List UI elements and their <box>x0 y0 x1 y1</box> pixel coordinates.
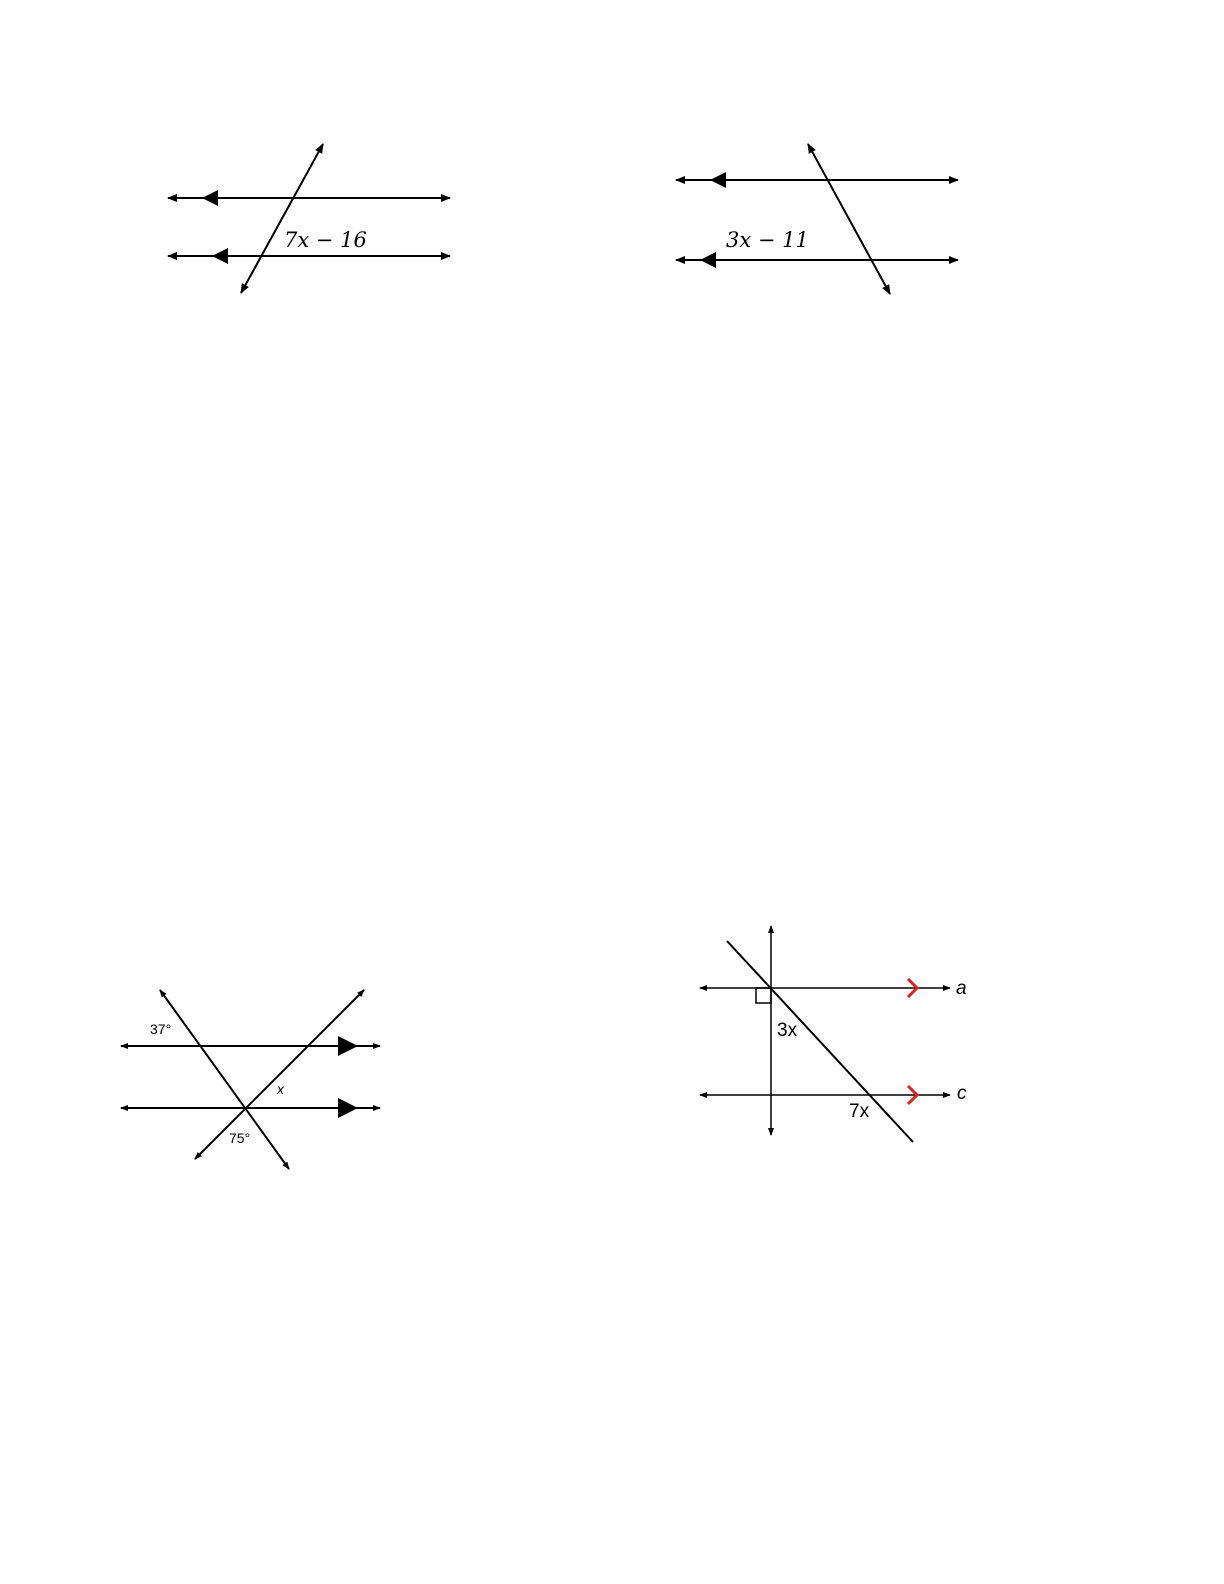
angle-label-7x: 7x <box>849 1101 870 1122</box>
angle-label-37: 37° <box>150 1021 172 1037</box>
diagram-2 <box>676 144 958 294</box>
angle-label-3x-11: 3x − 11 <box>726 228 809 252</box>
right-angle-mark <box>756 988 771 1003</box>
diagram-1 <box>168 144 450 293</box>
transversal-1 <box>160 990 289 1169</box>
diagram-3 <box>121 990 380 1169</box>
angle-label-7x-16: 7x − 16 <box>284 228 367 252</box>
parallel-mark-top <box>202 190 218 206</box>
diagram-4 <box>700 926 950 1142</box>
parallel-mark-bottom <box>338 1098 358 1118</box>
line-label-a: a <box>956 978 967 999</box>
line-label-c: c <box>957 1083 967 1104</box>
transversal <box>241 144 323 293</box>
parallel-mark-top <box>710 172 726 188</box>
parallel-mark-bottom <box>212 248 228 264</box>
parallel-mark-bottom <box>700 252 716 268</box>
diagonal-transversal <box>727 941 913 1142</box>
angle-label-3x: 3x <box>777 1020 798 1041</box>
parallel-mark-top <box>338 1036 358 1056</box>
angle-label-x: x <box>277 1081 284 1097</box>
angle-label-75: 75° <box>229 1130 251 1146</box>
transversal <box>808 144 890 294</box>
